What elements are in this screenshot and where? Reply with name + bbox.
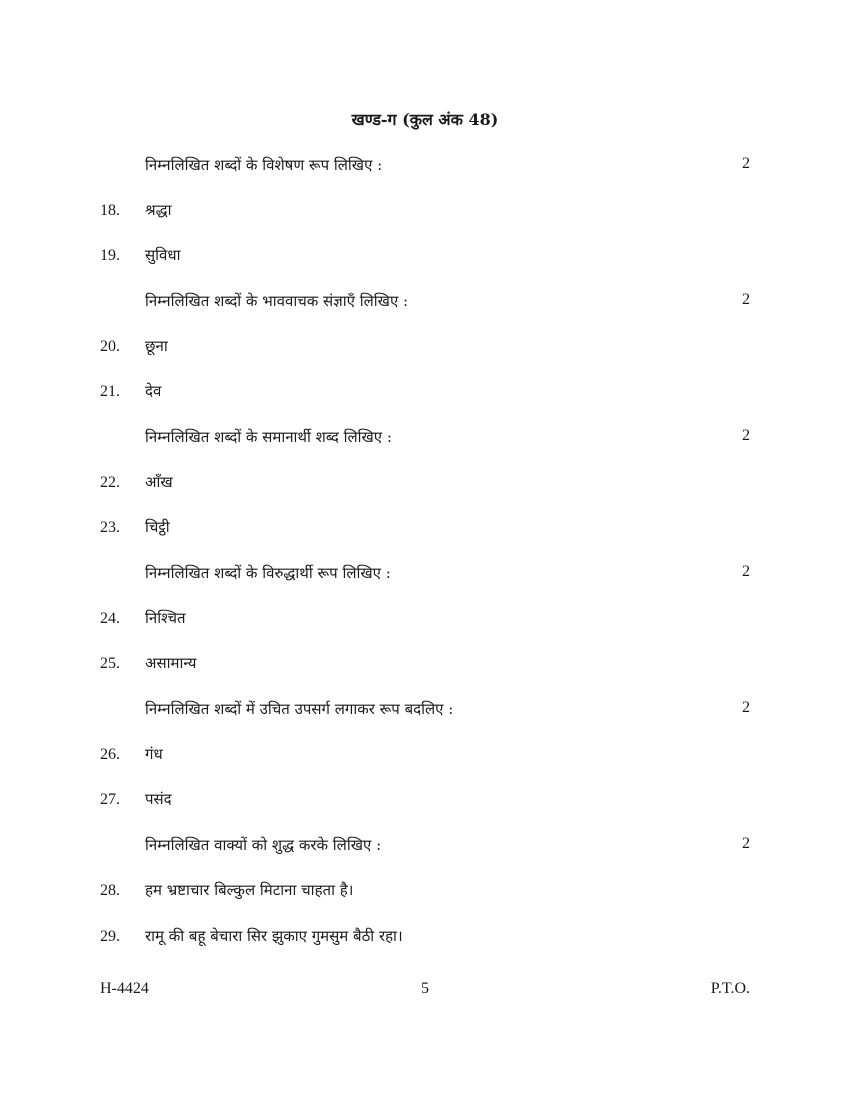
instruction-adjective: निम्नलिखित शब्दों के विशेषण रूप लिखिए : (145, 156, 383, 174)
question-number: 25. (100, 655, 120, 672)
question-text: निश्चित (145, 609, 186, 627)
marks-antonym: 2 (742, 563, 750, 580)
question-text: छूना (145, 337, 168, 355)
page-number: 5 (421, 980, 429, 997)
instruction-correct-sentences: निम्नलिखित वाक्यों को शुद्ध करके लिखिए : (145, 836, 382, 854)
question-number: 29. (100, 928, 120, 945)
question-number: 19. (100, 247, 120, 264)
question-21 (100, 381, 161, 401)
question-20 (100, 336, 168, 356)
question-text: आँख (145, 473, 173, 491)
question-text: चिट्ठी (145, 518, 170, 536)
instruction-abstract-noun: निम्नलिखित शब्दों के भाववाचक संज्ञाएँ लिखिए : (145, 292, 409, 310)
question-24 (100, 608, 186, 628)
question-19 (100, 245, 180, 265)
question-number: 23. (100, 519, 120, 536)
marks-correct-sentences: 2 (742, 835, 750, 852)
question-text: देव (145, 382, 162, 400)
marks-prefix: 2 (742, 699, 750, 716)
section-title: खण्ड-ग (कुल अंक 48) (351, 110, 499, 129)
question-text: रामू की बहू बेचारा सिर झुकाए गुमसुम बैठी रहा। (145, 927, 403, 945)
question-number: 26. (100, 746, 120, 763)
question-25 (100, 653, 196, 673)
paper-code: H-4424 (100, 980, 149, 997)
question-text: असामान्य (145, 654, 197, 672)
marks-abstract-noun: 2 (742, 291, 750, 308)
question-23 (100, 517, 170, 537)
question-number: 18. (100, 202, 120, 219)
question-number: 27. (100, 791, 120, 808)
question-text: श्रद्धा (145, 201, 172, 219)
question-number: 21. (100, 383, 120, 400)
instruction-prefix: निम्नलिखित शब्दों में उचित उपसर्ग लगाकर रूप बदलिए : (145, 700, 454, 718)
question-text: हम भ्रष्टाचार बिल्कुल मिटाना चाहता है। (145, 881, 354, 899)
question-number: 20. (100, 338, 120, 355)
question-27 (100, 789, 172, 809)
question-text: सुविधा (145, 246, 181, 264)
question-text: पसंद (145, 790, 172, 808)
instruction-antonym: निम्नलिखित शब्दों के विरुद्धार्थी रूप लिखिए : (145, 564, 391, 582)
instruction-synonym: निम्नलिखित शब्दों के समानार्थी शब्द लिखिए : (145, 428, 392, 446)
question-22 (100, 472, 173, 492)
question-29 (100, 926, 403, 946)
question-number: 28. (100, 882, 120, 899)
question-18 (100, 200, 172, 220)
question-text: गंध (145, 745, 163, 763)
question-number: 22. (100, 474, 120, 491)
marks-synonym: 2 (742, 427, 750, 444)
marks-adjective: 2 (742, 155, 750, 172)
question-28 (100, 880, 353, 900)
please-turn-over: P.T.O. (710, 980, 750, 997)
question-26 (100, 744, 163, 764)
question-number: 24. (100, 610, 120, 627)
